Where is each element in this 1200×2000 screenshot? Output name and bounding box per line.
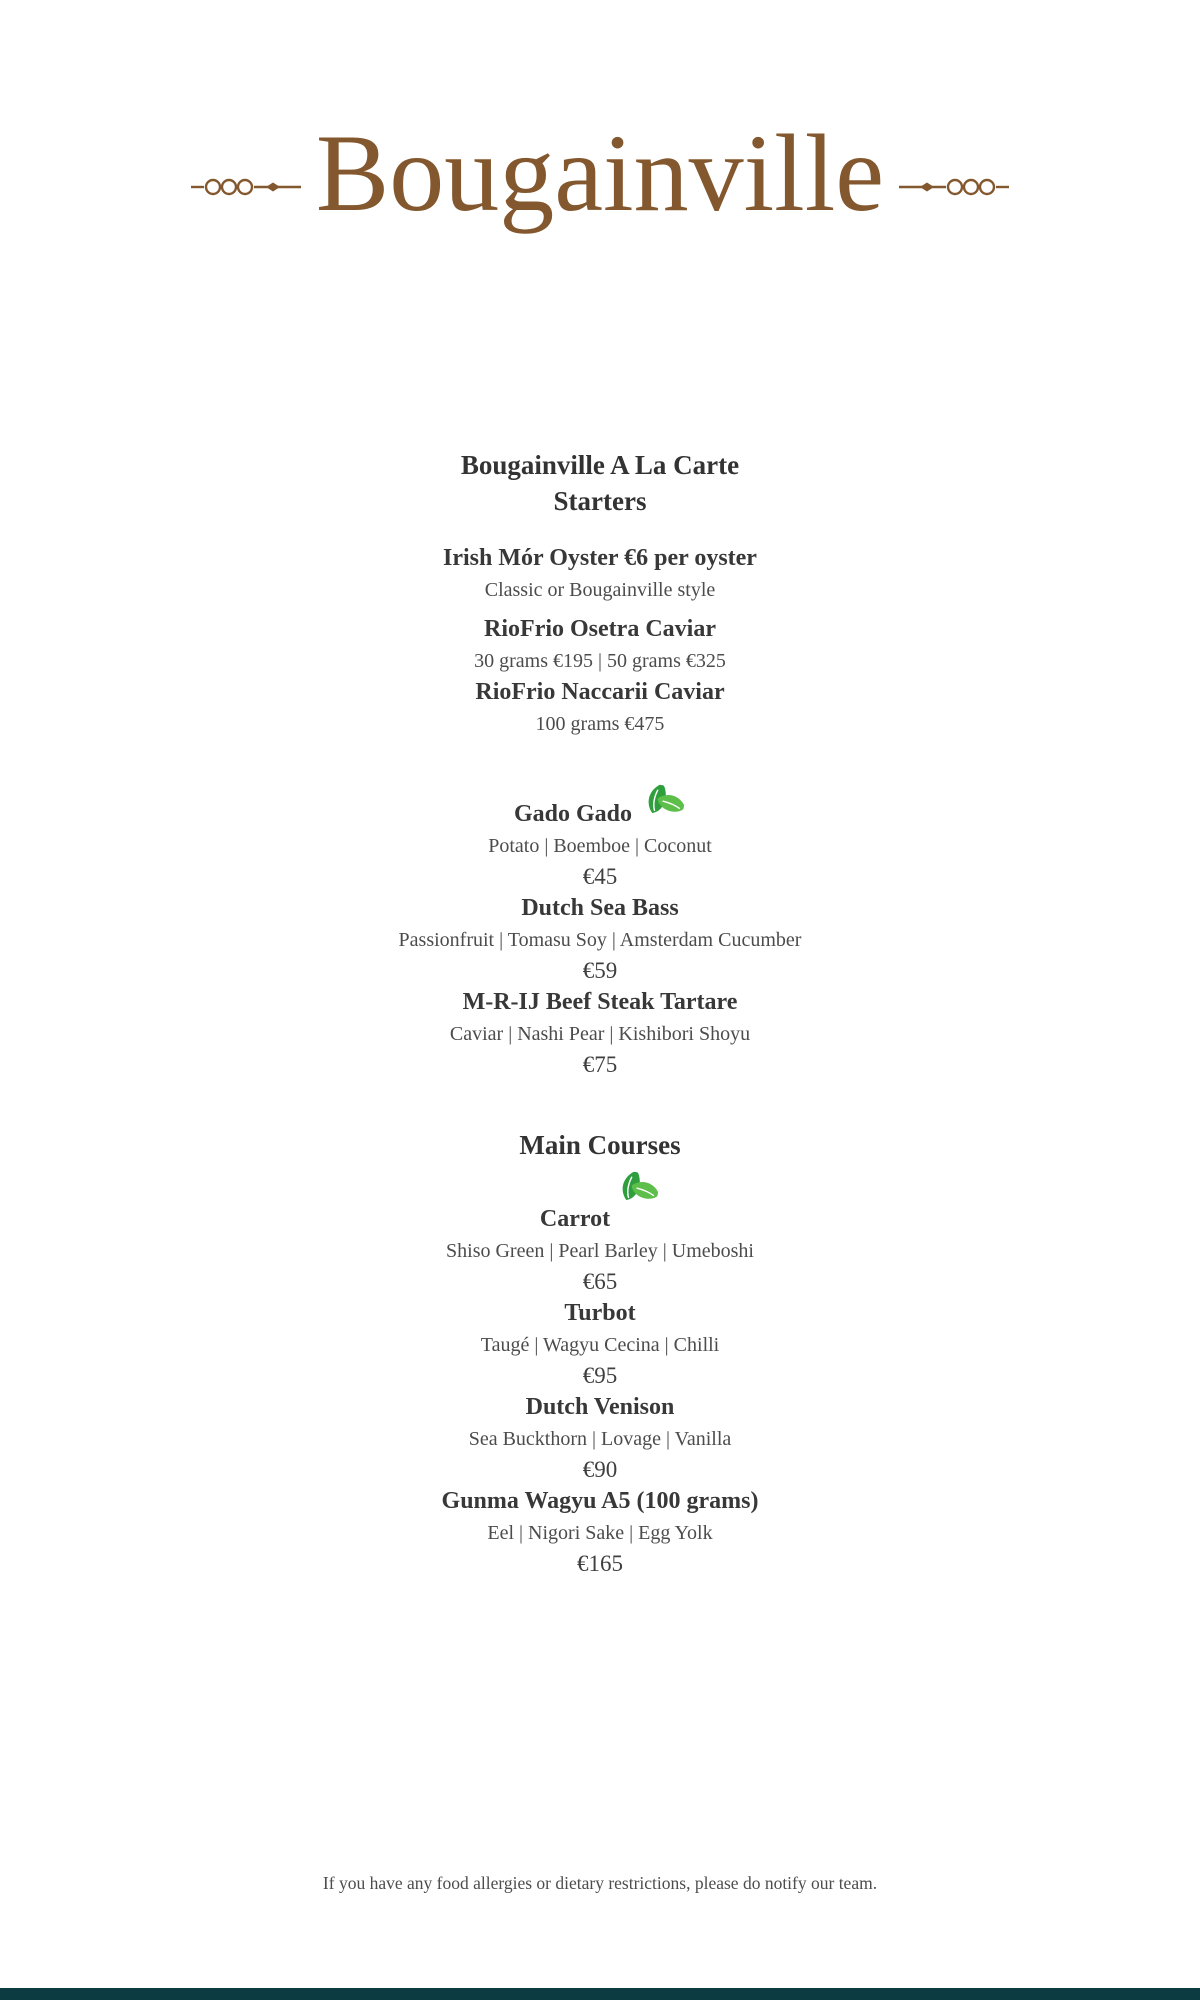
menu-item-name-text: Irish Mór Oyster €6 per oyster	[443, 545, 757, 571]
vegetarian-leaf-icon	[616, 1170, 660, 1210]
menu-item-description: 100 grams €475	[535, 713, 665, 735]
logo-ornament-right-icon	[898, 170, 1010, 204]
menu-item	[0, 676, 1200, 739]
vegetarian-leaf-icon	[642, 783, 686, 823]
menu-item-name	[0, 781, 1200, 831]
menu-item	[0, 542, 1200, 605]
section-heading: Main Courses	[519, 1130, 681, 1160]
menu-item-name	[0, 676, 1200, 709]
menu-item	[0, 1485, 1200, 1579]
menu-item-name	[0, 1186, 1200, 1236]
menu-item	[0, 986, 1200, 1080]
menu-item-group	[0, 613, 1200, 739]
restaurant-logo	[0, 94, 1200, 254]
allergy-note: If you have any food allergies or dietary restrictions, please do notify our team.	[322, 1873, 878, 1893]
menu-item	[0, 781, 1200, 892]
menu-item-group	[0, 1186, 1200, 1579]
menu-item-description: Sea Buckthorn | Lovage | Vanilla	[468, 1428, 732, 1450]
menu-item-description: Potato | Boemboe | Coconut	[488, 835, 712, 857]
menu-item-name	[0, 892, 1200, 925]
menu-item-description: Taugé | Wagyu Cecina | Chilli	[480, 1334, 720, 1356]
menu-item-price: €75	[582, 1052, 618, 1077]
menu-item-name	[0, 1391, 1200, 1424]
menu-item	[0, 613, 1200, 676]
a-la-carte-menu	[0, 446, 1200, 1579]
menu-item-group	[0, 781, 1200, 1080]
menu-item-name	[0, 542, 1200, 575]
menu-title: Bougainville A La Carte	[460, 450, 740, 480]
menu-item-price: €45	[582, 864, 618, 889]
menu-item-name	[0, 1297, 1200, 1330]
menu-item-name-text: RioFrio Naccarii Caviar	[475, 679, 725, 705]
menu-item	[0, 1391, 1200, 1485]
menu-item-group	[0, 542, 1200, 605]
menu-item-name-text: Turbot	[564, 1300, 636, 1326]
menu-item-name-text: M-R-IJ Beef Steak Tartare	[462, 989, 738, 1015]
menu-item-description: Caviar | Nashi Pear | Kishibori Shoyu	[449, 1023, 751, 1045]
menu-item	[0, 1297, 1200, 1391]
menu-item-name-text: Gado Gado	[513, 801, 633, 827]
menu-item-name-text: Gunma Wagyu A5 (100 grams)	[441, 1488, 759, 1514]
menu-section	[0, 1128, 1200, 1579]
menu-item-description: Passionfruit | Tomasu Soy | Amsterdam Cucumber	[398, 929, 802, 951]
menu-item-name-text: Carrot	[539, 1206, 611, 1232]
menu-item	[0, 1186, 1200, 1297]
menu-item-name	[0, 986, 1200, 1019]
menu-item-name-text: Dutch Sea Bass	[521, 895, 679, 921]
menu-item-price: €165	[577, 1551, 623, 1576]
menu-item-price: €59	[582, 958, 618, 983]
section-heading: Starters	[553, 486, 647, 516]
menu-section	[0, 484, 1200, 1080]
menu-item-name-text: Dutch Venison	[525, 1394, 675, 1420]
menu-item-price: €65	[582, 1269, 618, 1294]
bottom-bar	[0, 1988, 1200, 2000]
menu-item-description: Shiso Green | Pearl Barley | Umeboshi	[446, 1240, 754, 1262]
logo-ornament-left-icon	[190, 170, 302, 204]
menu-item-name-text: RioFrio Osetra Caviar	[484, 616, 716, 642]
menu-item-name	[0, 613, 1200, 646]
menu-item-description: Classic or Bougainville style	[484, 579, 716, 601]
menu-sections	[0, 484, 1200, 1579]
menu-item-description: 30 grams €195 | 50 grams €325	[474, 650, 726, 672]
logo-wordmark: Bougainville	[315, 112, 885, 234]
menu-item-name	[0, 1485, 1200, 1518]
menu-item-description: Eel | Nigori Sake | Egg Yolk	[487, 1522, 713, 1544]
menu-item-price: €95	[582, 1363, 618, 1388]
menu-item-price: €90	[582, 1457, 618, 1482]
menu-item	[0, 892, 1200, 986]
